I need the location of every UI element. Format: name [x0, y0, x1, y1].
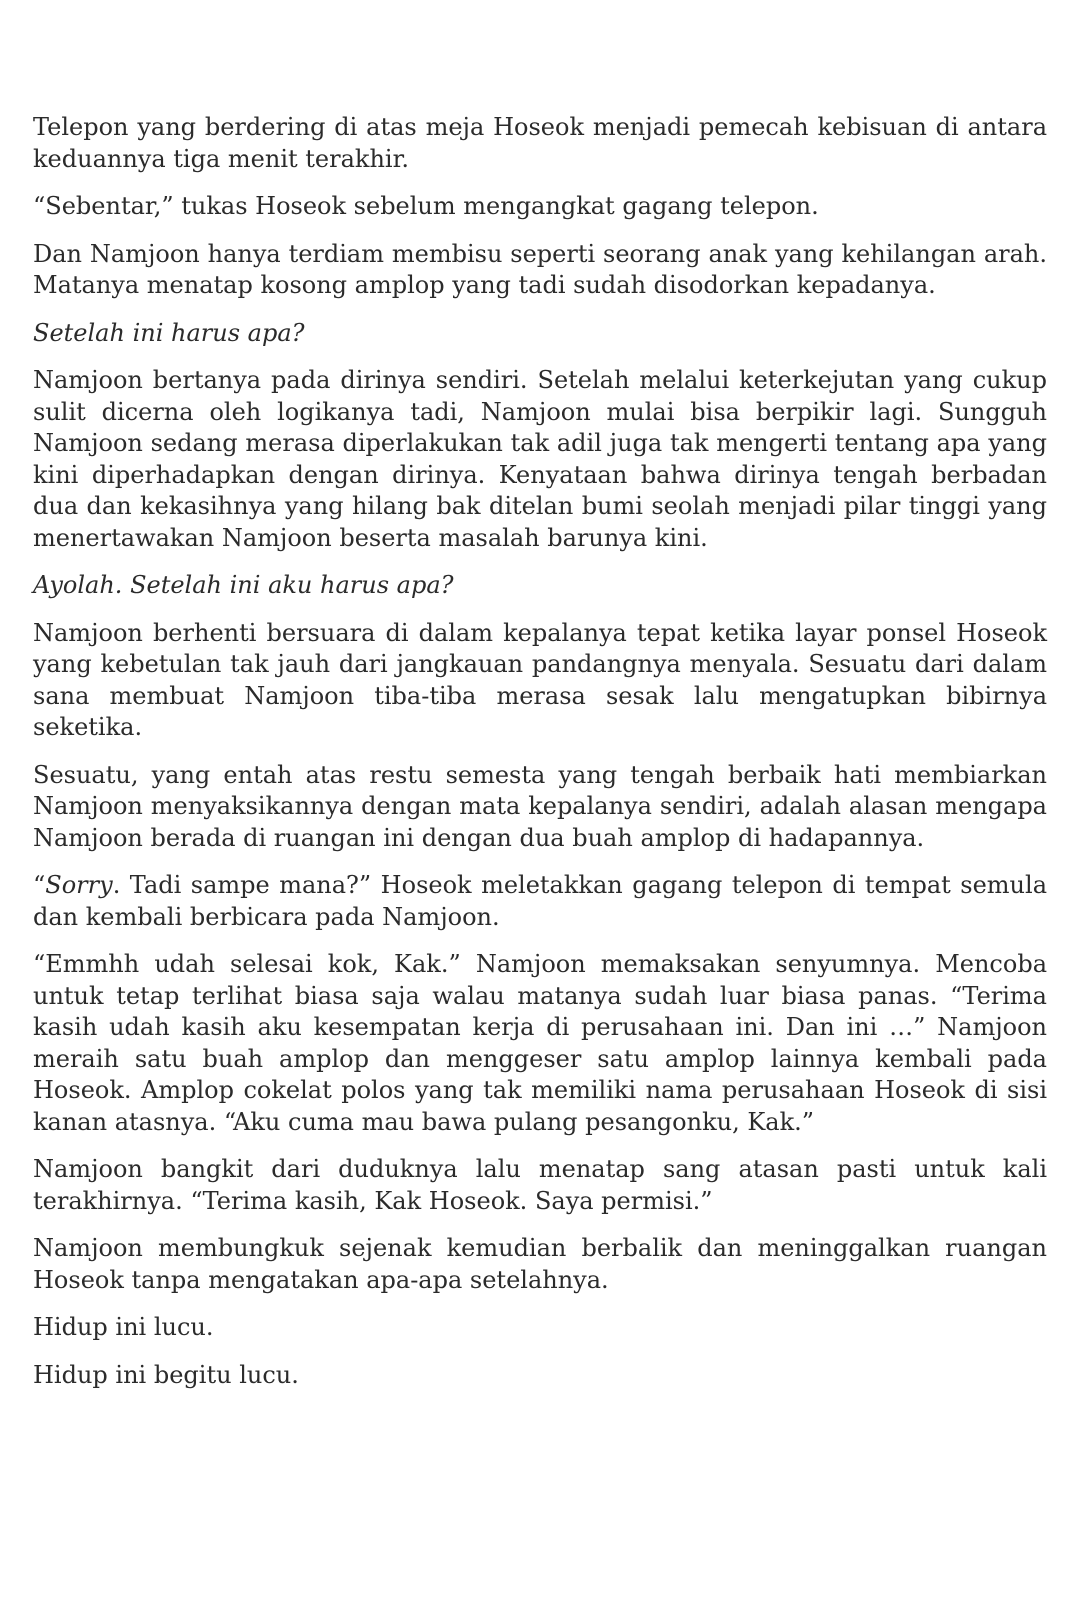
document-body	[33, 112, 1047, 1407]
paragraph-sebentar: “Sebentar,” tukas Hoseok sebelum mengangkat gagang telepon.	[33, 192, 819, 220]
sorry-rest: . Tadi sampe mana?” Hoseok meletakkan gagang telepon di tempat semula dan kembali berbicara pada Namjoon.	[33, 871, 1047, 931]
paragraph-sorry	[33, 870, 1047, 933]
sorry-open-quote: “	[33, 871, 46, 899]
paragraph-inner-thought-1: Setelah ini harus apa?	[33, 318, 305, 347]
paragraph-inner-thought-2: Ayolah. Setelah ini aku harus apa?	[33, 571, 454, 599]
paragraph-emmhh: “Emmhh udah selesai kok, Kak.” Namjoon memaksakan senyumnya. Mencoba untuk tetap terlihat biasa saja walau matanya sudah luar biasa panas. “Terima kasih udah kasih aku kesempatan kerja di perusahaan ini. Dan ini …” Namjoon meraih satu buah amplop dan menggeser satu amplop lainnya kembali pada Hoseok. Amplop cokelat polos yang tak memiliki nama perusahaan Hoseok di sisi kanan atasnya. “Aku cuma mau bawa pulang pesangonku, Kak.”	[33, 950, 1047, 1136]
paragraph-hidup-lucu: Hidup ini lucu.	[33, 1313, 214, 1341]
paragraph-namjoon-terdiam: Dan Namjoon hanya terdiam membisu seperti seorang anak yang kehilangan arah. Matanya menatap kosong amplop yang tadi sudah disodorkan kepadanya.	[33, 239, 1047, 299]
paragraph-namjoon-berhenti: Namjoon berhenti bersuara di dalam kepalanya tepat ketika layar ponsel Hoseok yang kebetulan tak jauh dari jangkauan pandangnya menyala. Sesuatu dari dalam sana membuat Namjoon tiba-tiba merasa sesak lalu mengatupkan bibirnya seketika.	[33, 618, 1047, 741]
paragraph-namjoon-bangkit: Namjoon bangkit dari duduknya lalu menatap sang atasan pasti untuk kali terakhirnya. “Terima kasih, Kak Hoseok. Saya permisi.”	[33, 1155, 1047, 1215]
sorry-italic-word: Sorry	[45, 871, 113, 899]
paragraph-hidup-begitu-lucu: Hidup ini begitu lucu.	[33, 1360, 299, 1389]
paragraph-sesuatu: Sesuatu, yang entah atas restu semesta yang tengah berbaik hati membiarkan Namjoon menyaksikannya dengan mata kepalanya sendiri, adalah alasan mengapa Namjoon berada di ruangan ini dengan dua buah amplop di hadapannya.	[33, 760, 1047, 852]
paragraph-namjoon-membungkuk: Namjoon membungkuk sejenak kemudian berbalik dan meninggalkan ruangan Hoseok tanpa mengatakan apa-apa setelahnya.	[33, 1234, 1047, 1294]
paragraph-namjoon-bertanya: Namjoon bertanya pada dirinya sendiri. Setelah melalui keterkejutan yang cukup sulit dicerna oleh logikanya tadi, Namjoon mulai bisa berpikir lagi. Sungguh Namjoon sedang merasa diperlakukan tak adil juga tak mengerti tentang apa yang kini diperhadapkan dengan dirinya. Kenyataan bahwa dirinya tengah berbadan dua dan kekasihnya yang hilang bak ditelan bumi seolah menjadi pilar tinggi yang menertawakan Namjoon beserta masalah barunya kini.	[33, 366, 1047, 552]
paragraph-telepon: Telepon yang berdering di atas meja Hoseok menjadi pemecah kebisuan di antara keduannya tiga menit terakhir.	[33, 113, 1047, 173]
